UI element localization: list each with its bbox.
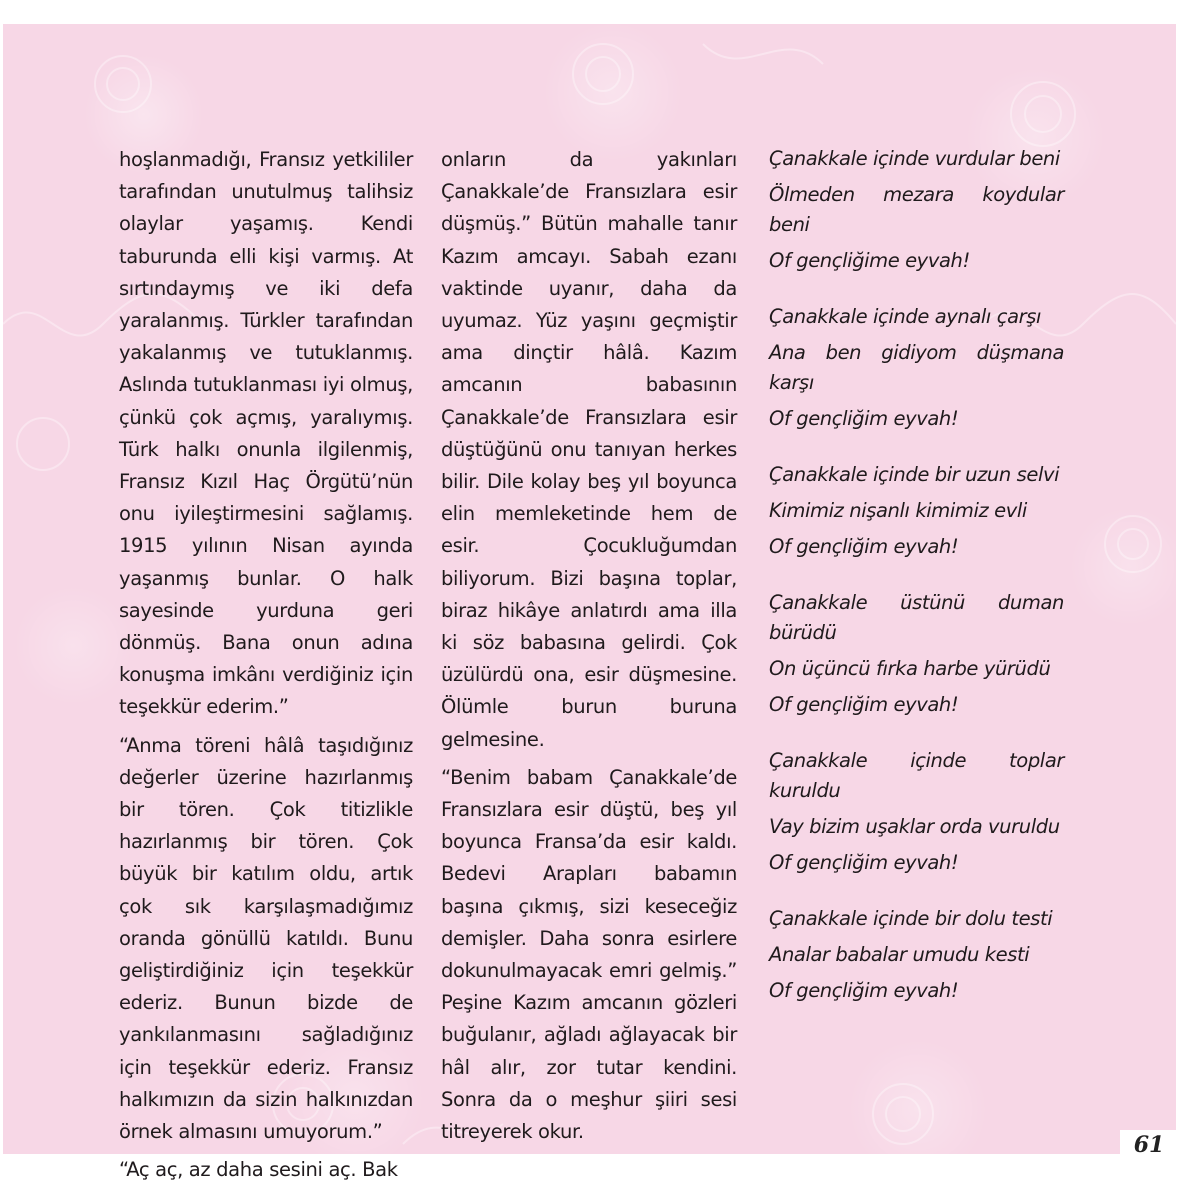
poem-stanza xyxy=(769,746,1064,878)
poem-line: On üçüncü fırka harbe yürüdü xyxy=(769,657,1051,680)
column2-paragraph: onların da yakınları Çanakkale’de Fransızlara esir düşmüş.” Bütün mahalle tanır Kazım amcayı. Sabah ezanı vaktinde uyanır, daha da uyumaz. Yüz yaşını geçmiştir ama dinçtir hâlâ. Kazım amcanın babasının Çanakkale’de Fransızlara esir düştüğünü onu tanıyan herkes bilir. Dile kolay beş yıl boyunca elin memleketinde hem de esir. Çocukluğumdan biliyorum. Bizi başına toplar, biraz hikâye anlatırdı ama illa ki söz babasına gelirdi. Çok üzülürdü ona, esir düşmesine. Ölümle burun buruna gelmesine. xyxy=(441,148,737,751)
poem-line: Of gençliğim eyvah! xyxy=(769,979,959,1002)
poem-line: Of gençliğim eyvah! xyxy=(769,693,959,716)
poem-line: Çanakkale içinde toplar kuruldu xyxy=(769,749,1064,802)
column2-paragraph: “Benim babam Çanakkale’de Fransızlara esir düştü, beş yıl boyunca Fransa’da esir kaldı. Bedevi Arapları babamın başına çıkmış, sizi keseceğiz demişler. Daha sonra esirlere dokunulmayacak emri gelmiş.” Peşine Kazım amcanın gözleri buğulanır, ağladı ağlayacak bir hâl alır, zor tutar kendini. Sonra da o meşhur şiiri sesi titreyerek okur. xyxy=(441,765,737,1144)
text-column-1 xyxy=(119,144,413,1193)
poem-line: Of gençliğim eyvah! xyxy=(769,851,959,874)
poem-line: Çanakkale içinde bir dolu testi xyxy=(769,907,1053,930)
poem-stanza xyxy=(769,904,1064,1006)
poem-line: Analar babalar umudu kesti xyxy=(769,943,1030,966)
poem-column xyxy=(769,144,1064,1032)
poem-line: Of gençliğime eyvah! xyxy=(769,249,970,272)
poem-stanza xyxy=(769,144,1064,276)
poem-stanza xyxy=(769,302,1064,434)
poem-line: Ana ben gidiyom düşmana karşı xyxy=(769,341,1064,394)
poem-line: Of gençliğim eyvah! xyxy=(769,535,959,558)
poem-stanza xyxy=(769,460,1064,562)
column1-paragraph: “Anma töreni hâlâ taşıdığınız değerler üzerine hazırlanmış bir tören. Çok titizlikle hazırlanmış bir tören. Çok büyük bir katılım oldu, artık çok sık karşılaşmadığımız oranda gönüllü katıldı. Bunu geliştirdiğiniz için teşekkür ederiz. Bunun bizde de yankılanmasını sağladığınız için teşekkür ederiz. Fransız halkımızın da sizin halkınızdan örnek almasını umuyorum.” xyxy=(119,733,413,1144)
poem-stanza xyxy=(769,588,1064,720)
poem-line: Çanakkale içinde vurdular beni xyxy=(769,147,1060,170)
text-column-2 xyxy=(441,144,737,1154)
poem-line: Of gençliğim eyvah! xyxy=(769,407,959,430)
poem-line: Çanakkale içinde aynalı çarşı xyxy=(769,305,1042,328)
poem-line: Çanakkale içinde bir uzun selvi xyxy=(769,463,1060,486)
column1-paragraph: “Aç aç, az daha sesini aç. Bak xyxy=(119,1158,398,1182)
page-number: 61 xyxy=(1120,1130,1178,1160)
column1-paragraph: hoşlanmadığı, Fransız yetkililer tarafından unutulmuş talihsiz olaylar yaşamış. Kendi taburunda elli kişi varmış. At sırtındaymış ve iki defa yaralanmış. Türkler tarafından yakalanmış ve tutuklanmış. Aslında tutuklanması iyi olmuş, çünkü çok açmış, yaralıymış. Türk halkı onunla ilgilenmiş, Fransız Kızıl Haç Örgütü’nün onu iyileştirmesini sağlamış. 1915 yılının Nisan ayında yaşanmış bunlar. O halk sayesinde yurduna geri dönmüş. Bana onun adına konuşma imkânı verdiğiniz için teşekkür ederim.” xyxy=(119,148,413,719)
poem-line: Vay bizim uşaklar orda vuruldu xyxy=(769,815,1060,838)
poem-line: Ölmeden mezara koydular beni xyxy=(769,183,1064,236)
poem-line: Çanakkale üstünü duman bürüdü xyxy=(769,591,1064,644)
poem-line: Kimimiz nişanlı kimimiz evli xyxy=(769,499,1027,522)
